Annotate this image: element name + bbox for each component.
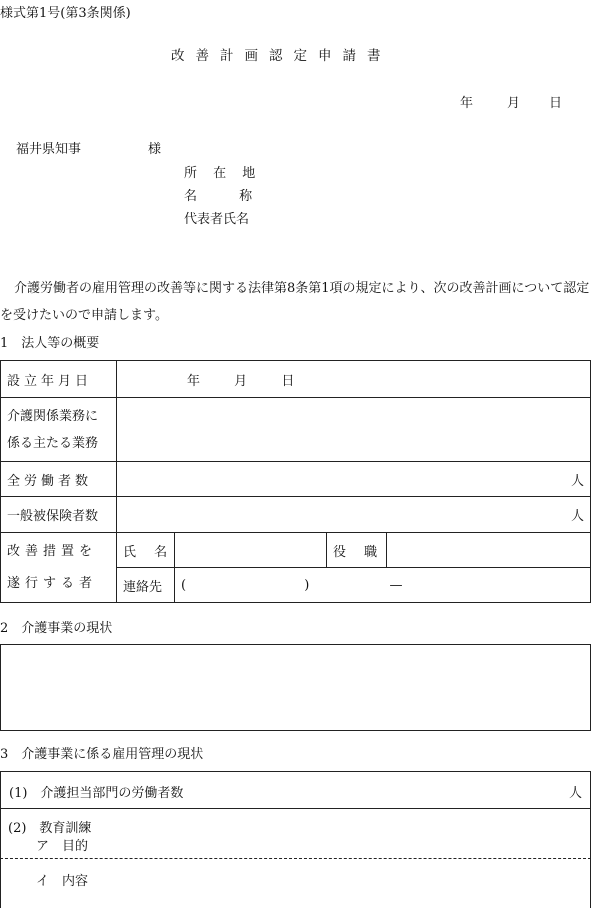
phone-dash: — <box>389 577 403 593</box>
training-divider <box>0 858 591 859</box>
total-workers-unit: 人 <box>570 473 584 489</box>
established-value[interactable] <box>117 361 591 398</box>
intro-paragraph: 介護労働者の雇用管理の改善等に関する法律第8条第1項の規定により、次の改善計画について認定を受けたいので申請します。 <box>0 281 590 323</box>
established-year: 年 <box>187 373 201 389</box>
main-business-value[interactable] <box>117 398 591 462</box>
total-workers-value[interactable] <box>117 462 591 497</box>
implementer-position-label: 役 職 <box>327 533 387 568</box>
insured-row <box>1 497 591 533</box>
training-label: (2) 教育訓練 <box>8 821 92 836</box>
phone-close: ) <box>304 577 310 593</box>
insured-unit: 人 <box>570 509 584 524</box>
recipient: 福井県知事 <box>16 142 82 157</box>
care-business-status-box[interactable] <box>0 644 591 731</box>
implementer-label <box>1 533 117 603</box>
contact-label: 連絡先 <box>117 568 175 603</box>
main-business-label-line1: 介護関係業務に <box>7 408 99 424</box>
implementer-name-value[interactable] <box>175 533 327 568</box>
insured-value[interactable] <box>117 497 591 533</box>
total-workers-row <box>1 462 591 497</box>
section3-heading: 3 介護事業に係る雇用管理の現状 <box>0 747 204 762</box>
established-label: 設立年月日 <box>1 361 117 398</box>
care-workers-count-label: (1) 介護担当部門の労働者数 <box>9 786 184 801</box>
phone-open: ( <box>181 577 187 593</box>
training-content-label: イ 内容 <box>36 874 89 889</box>
care-workers-count-unit: 人 <box>568 786 582 801</box>
established-day: 日 <box>281 373 295 389</box>
section2-heading: 2 介護事業の現状 <box>0 621 113 636</box>
address-label: 所 在 地 <box>184 166 262 181</box>
main-business-row <box>1 398 591 462</box>
established-row <box>1 361 591 398</box>
established-month: 月 <box>234 373 248 389</box>
care-workers-count-box[interactable] <box>0 771 591 809</box>
recipient-honorific: 様 <box>148 142 162 157</box>
implementer-label-line2: 遂行する者 <box>7 575 98 591</box>
document-title: 改善計画認定申請書 <box>171 48 392 64</box>
corporate-overview-table <box>0 360 591 603</box>
form-number: 様式第1号(第3条関係) <box>0 6 131 21</box>
date-day-label: 日 <box>549 96 563 111</box>
name-label: 名 称 <box>184 189 253 204</box>
date-month-label: 月 <box>507 96 521 111</box>
name-label-row <box>184 185 256 204</box>
total-workers-label: 全労働者数 <box>1 462 117 497</box>
main-business-label-line2: 係る主たる業務 <box>7 435 99 451</box>
implementer-position-value[interactable] <box>387 533 591 568</box>
implementer-label-line1: 改善措置を <box>7 543 98 559</box>
section1-heading: 1 法人等の概要 <box>0 336 100 351</box>
date-year-label: 年 <box>460 96 474 111</box>
implementer-name-label: 氏 名 <box>117 533 175 568</box>
main-business-label <box>1 398 117 462</box>
contact-value[interactable] <box>175 568 591 603</box>
training-purpose-label: ア 目的 <box>36 839 89 854</box>
implementer-row-1 <box>1 533 591 568</box>
representative-label: 代表者氏名 <box>184 212 250 227</box>
insured-label: 一般被保険者数 <box>1 497 117 533</box>
